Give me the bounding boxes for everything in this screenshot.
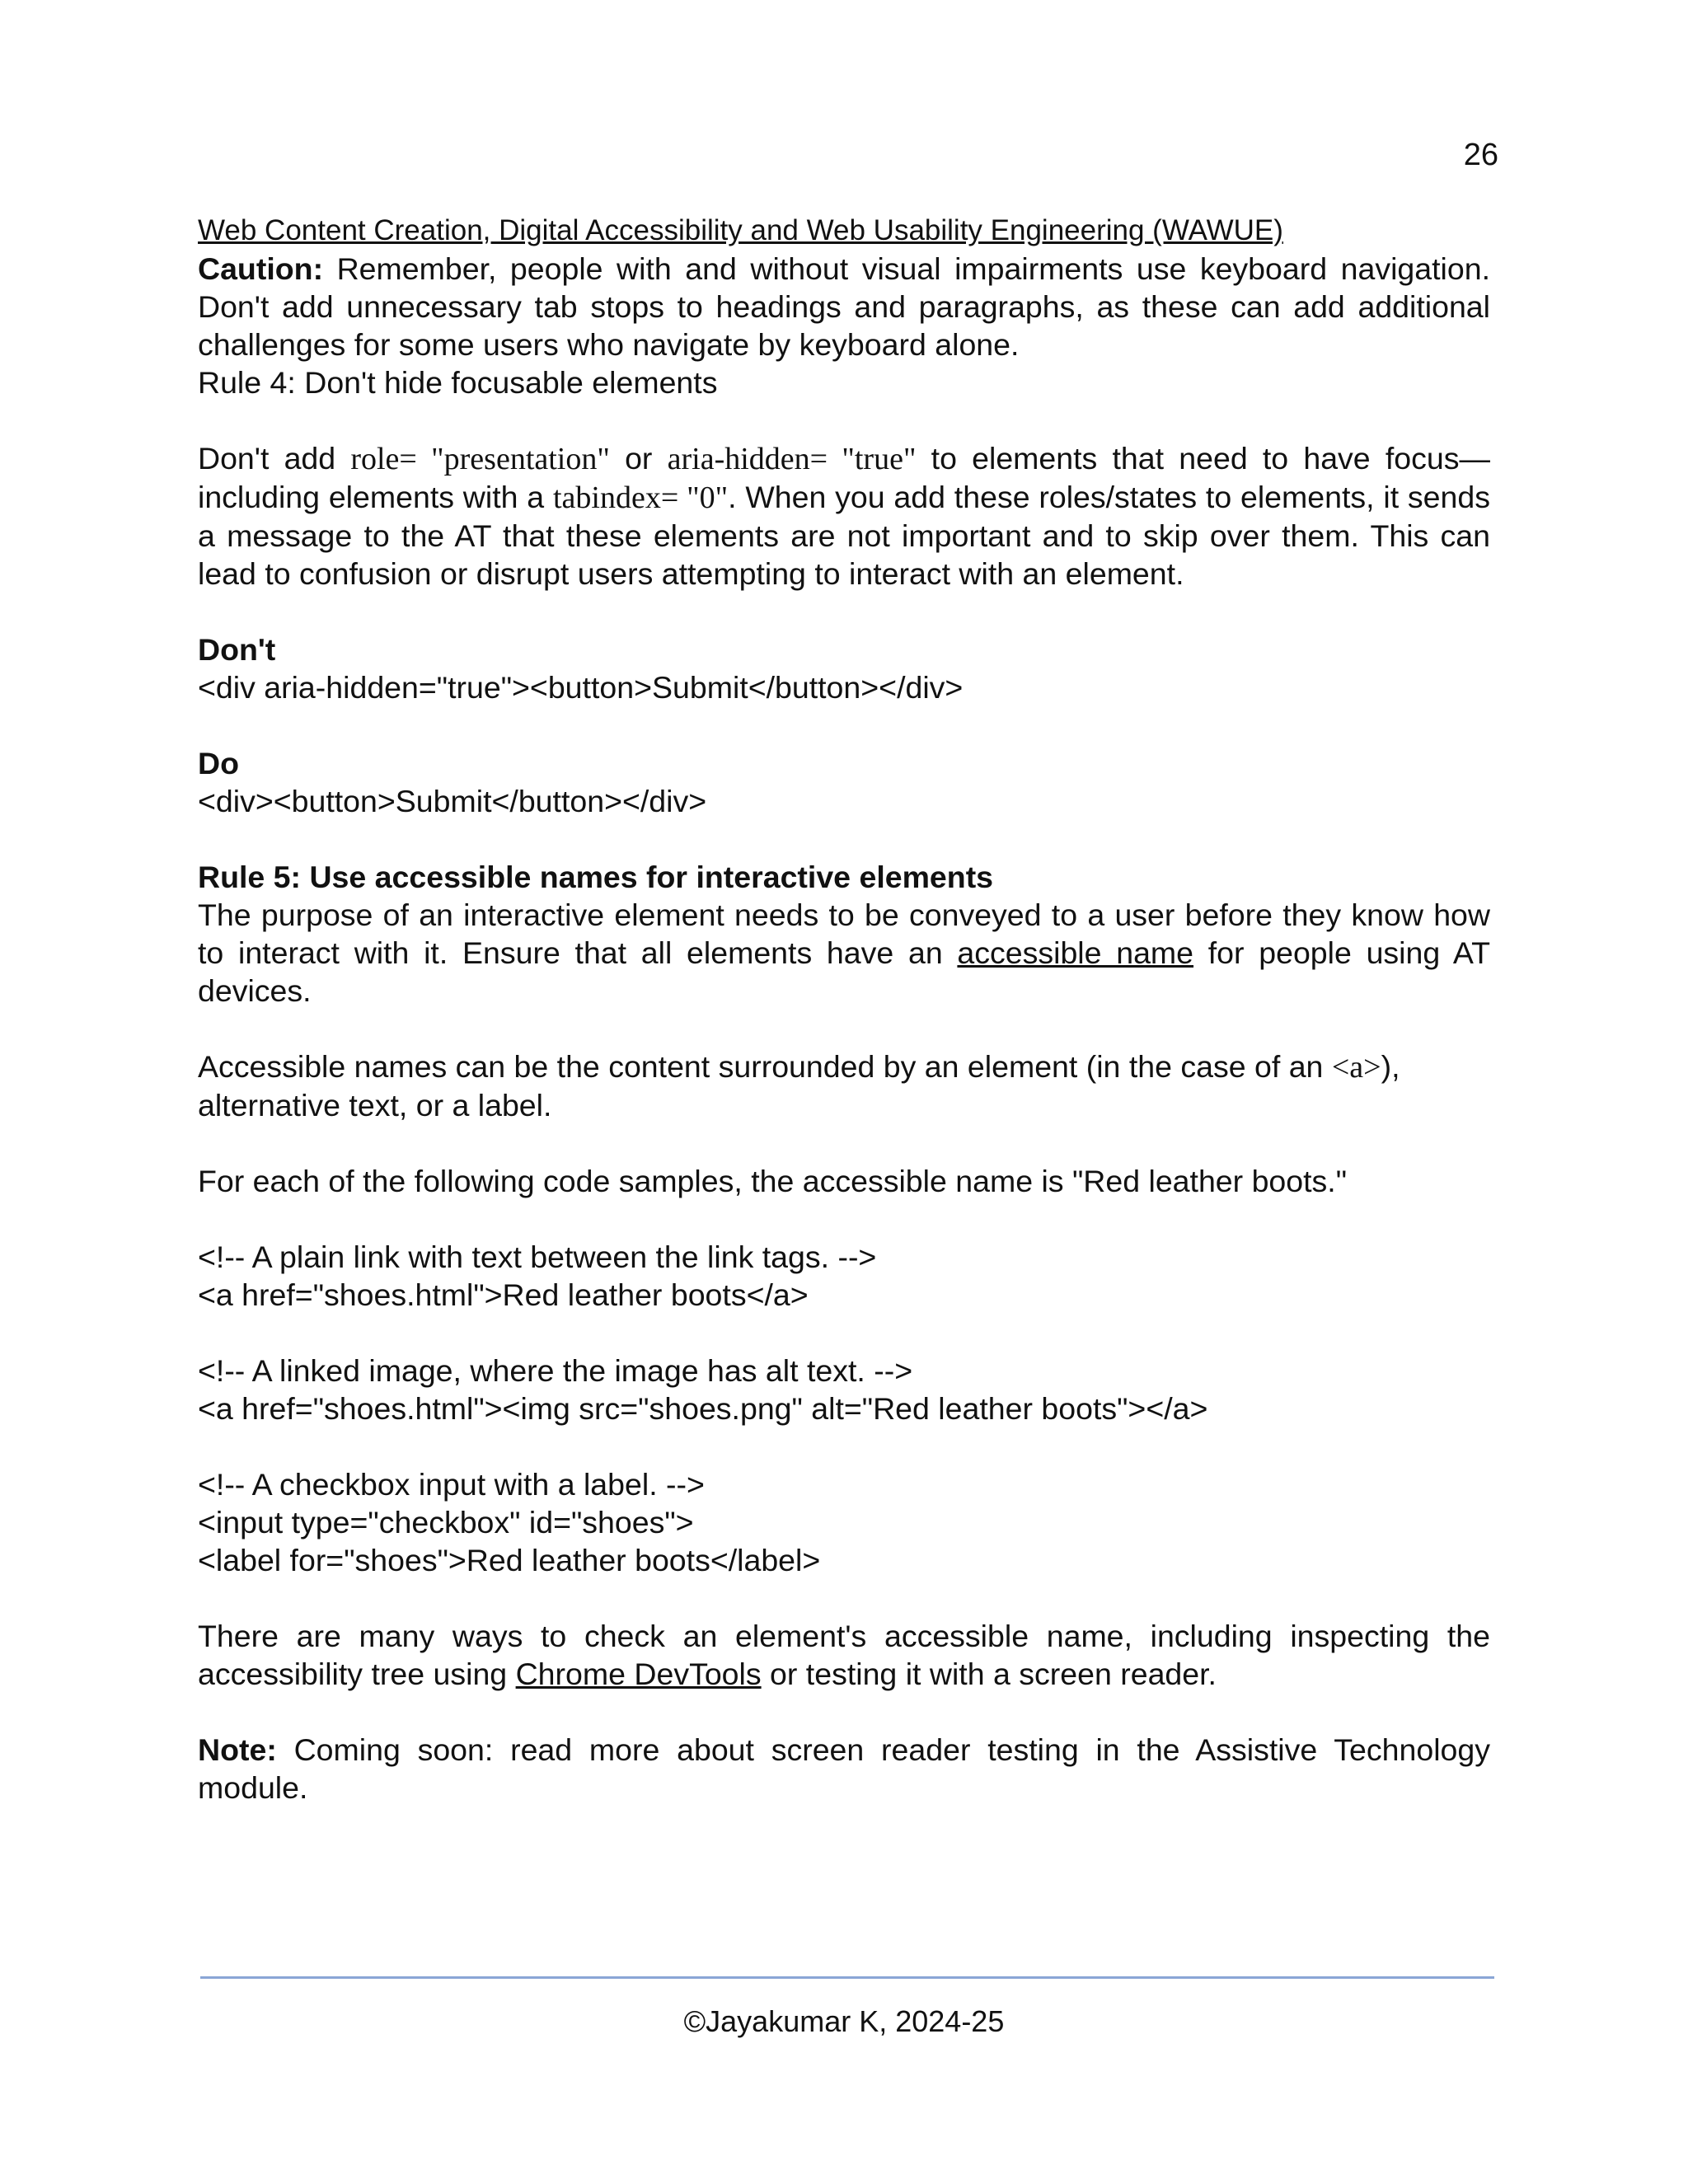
rule5-text: for people using AT devices. xyxy=(198,935,1491,1008)
running-header: Web Content Creation, Digital Accessibility and Web Usability Engineering (WAWUE) xyxy=(198,214,1283,246)
rule5-text: The purpose of an interactive element needs to be conveyed to a user before they know how to interact with it. Ensure that all elements have an xyxy=(198,898,1490,970)
rule5-text: There are many ways to check an element's accessible name, including inspecting the accessibility tree using xyxy=(198,1619,1490,1691)
rule5-text: Accessible names can be the content surrounded by an element (in the case of an xyxy=(198,1049,1332,1084)
rule4-text: or xyxy=(609,441,668,476)
footer-divider xyxy=(200,1976,1494,1979)
spacer xyxy=(198,1314,1490,1352)
spacer xyxy=(198,1010,1490,1047)
dont-label-text: Don't xyxy=(198,632,276,667)
note-paragraph xyxy=(198,1731,1490,1807)
rule5-text: ), alternative text, or a label. xyxy=(198,1049,1400,1122)
spacer xyxy=(198,1579,1490,1617)
accessible-name-link[interactable]: accessible name xyxy=(957,935,1194,970)
spacer xyxy=(198,706,1490,744)
rule4-text: to elements that need to have focus—including elements with a xyxy=(198,441,1490,514)
spacer xyxy=(198,401,1490,439)
rule4-text: Don't add xyxy=(198,441,351,476)
example3-comment: <!-- A checkbox input with a label. --> xyxy=(198,1467,705,1502)
example1-comment: <!-- A plain link with text between the link tags. --> xyxy=(198,1240,877,1274)
code-role: role= "presentation" xyxy=(350,442,610,476)
note-label: Note: xyxy=(198,1732,277,1767)
spacer xyxy=(198,1693,1490,1731)
spacer xyxy=(198,593,1490,630)
example2-code: <a href="shoes.html"><img src="shoes.png" alt="Red leather boots"></a> xyxy=(198,1391,1208,1426)
note-text: Coming soon: read more about screen reader testing in the Assistive Technology module. xyxy=(198,1732,1490,1805)
rule4-text: . When you add these roles/states to elements, it sends a message to the AT that these elements are not important and to skip over them. This can lead to confusion or disrupt users attempting to interact with an element. xyxy=(198,480,1490,591)
chrome-devtools-link[interactable]: Chrome DevTools xyxy=(515,1657,762,1691)
rule5-paragraph-4 xyxy=(198,1617,1490,1693)
rule4-paragraph xyxy=(198,439,1490,593)
caution-label: Caution: xyxy=(198,251,324,286)
page-number: 26 xyxy=(1463,138,1498,172)
code-aria-hidden: aria-hidden= "true" xyxy=(667,442,917,476)
example3-code-input: <input type="checkbox" id="shoes"> xyxy=(198,1505,694,1540)
do-code: <div><button>Submit</button></div> xyxy=(198,784,707,818)
code-anchor-tag: <a> xyxy=(1331,1050,1381,1085)
spacer xyxy=(198,1427,1490,1465)
rule4-heading: Rule 4: Don't hide focusable elements xyxy=(198,365,718,400)
caution-paragraph xyxy=(198,250,1490,363)
rule5-heading-text: Rule 5: Use accessible names for interactive elements xyxy=(198,860,994,894)
rule5-paragraph-3: For each of the following code samples, the accessible name is "Red leather boots." xyxy=(198,1164,1348,1198)
rule5-paragraph-1 xyxy=(198,896,1490,1010)
example2-comment: <!-- A linked image, where the image has alt text. --> xyxy=(198,1353,913,1388)
rule5-paragraph-2 xyxy=(198,1047,1490,1124)
caution-text: Remember, people with and without visual impairments use keyboard navigation. Don't add unnecessary tab stops to headings and paragraphs, as these can add additional challenges for some users who navigate by keyboard alone. xyxy=(198,251,1490,362)
dont-label xyxy=(198,630,1490,668)
rule5-text: or testing it with a screen reader. xyxy=(761,1657,1217,1691)
code-tabindex: tabindex= "0" xyxy=(552,480,729,515)
do-label xyxy=(198,744,1490,782)
spacer xyxy=(198,1200,1490,1238)
page-content xyxy=(198,212,1490,1807)
spacer xyxy=(198,820,1490,858)
dont-code: <div aria-hidden="true"><button>Submit</button></div> xyxy=(198,670,964,705)
example3-code-label: <label for="shoes">Red leather boots</label> xyxy=(198,1543,821,1577)
example1-code: <a href="shoes.html">Red leather boots</a> xyxy=(198,1277,809,1312)
do-label-text: Do xyxy=(198,746,239,780)
rule5-heading xyxy=(198,858,1490,896)
footer-copyright: ©Jayakumar K, 2024-25 xyxy=(683,2004,1005,2038)
spacer xyxy=(198,1124,1490,1162)
